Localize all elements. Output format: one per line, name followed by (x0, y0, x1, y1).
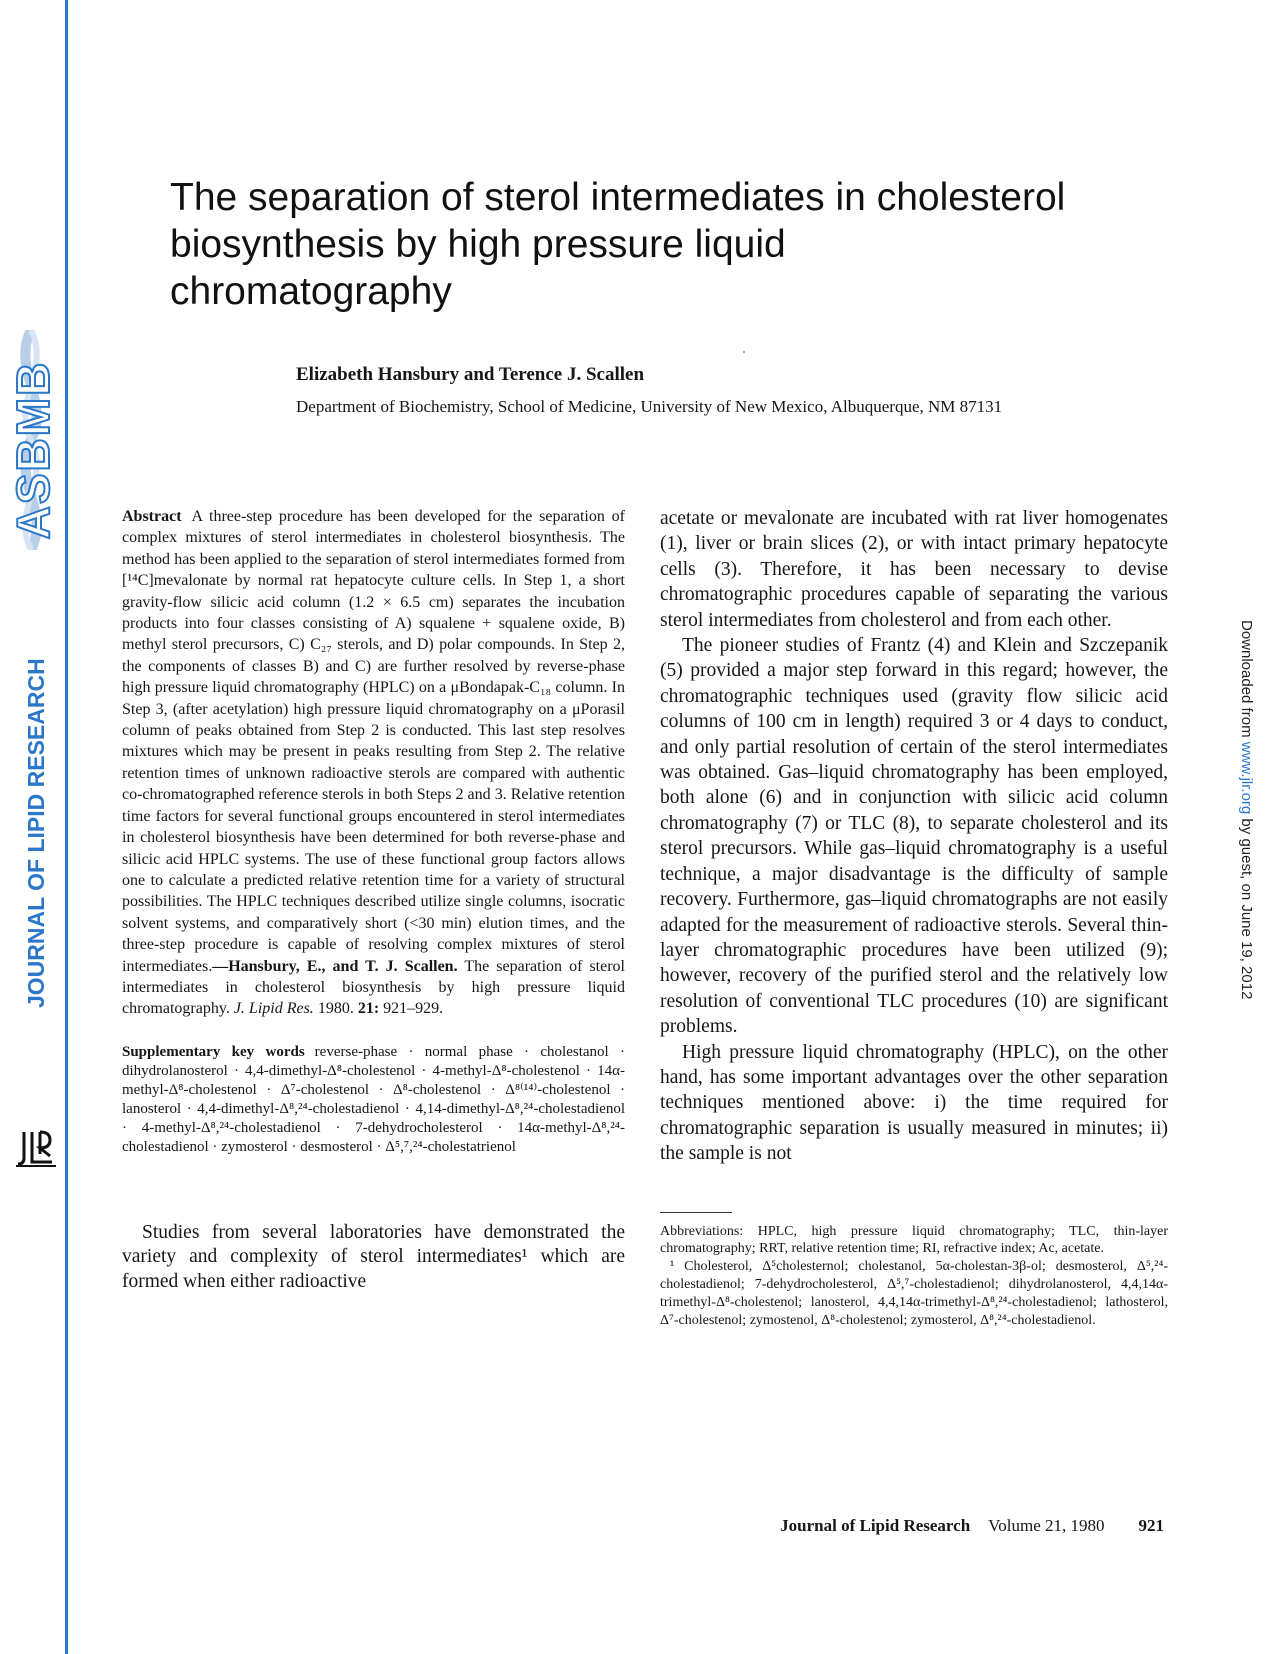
abstract-citation-journal: J. Lipid Res. (233, 1000, 314, 1018)
author-affiliation: Department of Biochemistry, School of Medicine, University of New Mexico, Albuquerque, NM 87131 (296, 397, 1003, 416)
abstract-citation-pages: 921–929. (379, 1000, 444, 1018)
body-paragraph-1: acetate or mevalonate are incubated with rat liver homogenates (1), liver or brain slices (2), or with intact primary hepatocyte cells (3). Therefore, it has been necessary to devise chromatographic procedures capable of separating the various sterol intermediates from cholesterol and from each other. (660, 508, 1168, 631)
keywords-text: reverse-phase · normal phase · cholestanol · dihydrolanosterol · 4,4-dimethyl-Δ⁸-cholestenol · 4-methyl-Δ⁸-cholestenol · 14α-methyl-Δ⁸-cholestenol · Δ⁷-cholestenol · Δ⁸-cholestenol · Δ⁸⁽¹⁴⁾-cholestenol · lanosterol · 4,4-dimethyl-Δ⁸,²⁴-cholestadienol · 4,14-dimethyl-Δ⁸,²⁴-cholestadienol · 4-methyl-Δ⁸,²⁴-cholestadienol · 7-dehydrocholesterol · 14α-methyl-Δ⁸,²⁴-cholestadienol · zymosterol · desmosterol · Δ⁵,⁷,²⁴-cholestatrienol (122, 1043, 626, 1155)
footnote-abbreviations: Abbreviations: HPLC, high pressure liquid chromatography; TLC, thin-layer chromatography; RRT, relative retention time; RI, refractive index; Ac, acetate. (660, 1223, 1168, 1257)
abstract-citation-year: 1980. (313, 1000, 358, 1018)
article-authors: Elizabeth Hansbury and Terence J. Scallen (296, 364, 645, 385)
page-footer (780, 1516, 1164, 1536)
jlr-website-link[interactable]: www.jlr.org (1238, 741, 1255, 815)
download-note-suffix: by guest, on June 19, 2012 (1238, 814, 1255, 1000)
body-paragraph-2: The pioneer studies of Frantz (4) and Klein and Szczepanik (5) provided a major step forward in this regard; however, the chromatographic techniques used (gravity flow silicic acid columns of 100 cm in length) required 3 or 4 days to conduct, and only partial resolution of certain of the sterol intermediates was obtained. Gas–liquid chromatography has been employed, both alone (6) and in conjunction with silicic acid column chromatography (7) or TLC (8), to separate cholesterol and its sterol precursors. While gas–liquid chromatography is a useful technique, a major disadvantage is the difficulty of sample recovery. Furthermore, gas–liquid chromatographs are not easily adapted for the measurement of radioactive sterols. Several thin-layer chromatographic procedures have been utilized (9); however, recovery of the purified sterol and the relatively low resolution of conventional TLC procedures (10) are significant problems. (660, 635, 1168, 1038)
footnote-divider (660, 1212, 732, 1213)
abstract-citation-text: The separation of sterol intermediates in cholesterol biosynthesis by high pressure liquid chromatography. (122, 957, 626, 1018)
journal-name-vertical: JOURNAL OF LIPID RESEARCH (23, 658, 49, 1008)
intro-paragraph: Studies from several laboratories have demonstrated the variety and complexity of sterol intermediates¹ which are formed when either radioactive (122, 1221, 625, 1292)
abstract-citation-volume: 21: (357, 1000, 380, 1018)
scan-speck (743, 351, 745, 353)
download-note (1234, 620, 1258, 1040)
asbmb-logo: ASBMB (7, 360, 59, 540)
footnote-1: ¹ Cholesterol, Δ⁵cholesternol; cholestanol, 5α-cholestan-3β-ol; desmosterol, Δ⁵,²⁴-cholestadienol; 7-dehydrocholesterol, Δ⁵,⁷-cholestadienol; dihydrolanosterol, 4,4,14α-trimethyl-Δ⁸-cholestenol; lanosterol, 4,4,14α-trimethyl-Δ⁸,²⁴-cholestadienol; lathosterol, Δ⁷-cholestenol; zymostenol, Δ⁸-cholestenol; zymosterol, Δ⁸,²⁴-cholestadienol. (660, 1259, 1168, 1328)
download-note-prefix: Downloaded from (1238, 620, 1255, 742)
abstract-citation-authors: —Hansbury, E., and T. J. Scallen. (212, 957, 458, 975)
abstract-text: A three-step procedure has been developed for the separation of complex mixtures of sterol intermediates in cholesterol biosynthesis. The method has been applied to the separation of sterol intermediates formed from [¹⁴C]mevalonate by normal rat hepatocyte culture cells. In Step 1, a short gravity-flow silicic acid column (1.2 × 6.5 cm) separates the incubation products into four classes consisting of A) squalene + squalene oxide, B) methyl sterol precursors, C) C₂₇ sterols, and D) polar compounds. In Step 2, the components of classes B) and C) are further resolved by reverse-phase high pressure liquid chromatography (HPLC) on a μBondapak-C₁₈ column. In Step 3, (after acetylation) high pressure liquid chromatography on a μPorasil column of peaks obtained from Step 2 is conducted. This last step resolves mixtures which may be present in peaks resulting from Step 2. The relative retention times of unknown radioactive sterols are compared with authentic co-chromatographed reference sterols in both Steps 2 and 3. Relative retention time factors for several functional groups encountered in sterol intermediates in cholesterol biosynthesis have been determined for both reverse-phase and silicic acid HPLC systems. The use of these functional group factors allows one to calculate a predicted relative retention time for a variety of structural possibilities. The HPLC techniques described utilize single columns, isocratic solvent systems, and comparatively short (<30 min) elution times, and the three-step procedure is capable of resolving complex mixtures of sterol intermediates. (122, 508, 625, 975)
abstract-label: Abstract (122, 508, 182, 525)
body-paragraph-3: High pressure liquid chromatography (HPLC), on the other hand, has some important advantages over the other separation techniques mentioned above: i) the time required for chromatographic separation is usually measured in minutes; ii) the sample is not (660, 1041, 1168, 1165)
journal-sidebar (0, 0, 64, 1654)
footer-journal: Journal of Lipid Research (780, 1516, 971, 1535)
keywords (122, 1043, 625, 1157)
page-number: 921 (1138, 1516, 1164, 1535)
article-title: The separation of sterol intermediates in cholesterol biosynthesis by high pressure liquid chromatography (170, 176, 1066, 313)
right-column (660, 506, 1168, 1329)
abstract (122, 506, 625, 1020)
jlr-logo-icon (16, 1128, 56, 1168)
keywords-label: Supplementary key words (122, 1043, 305, 1060)
left-column (122, 506, 625, 1295)
footer-volume: Volume 21, 1980 (988, 1516, 1105, 1535)
left-margin-rule (65, 0, 68, 1654)
